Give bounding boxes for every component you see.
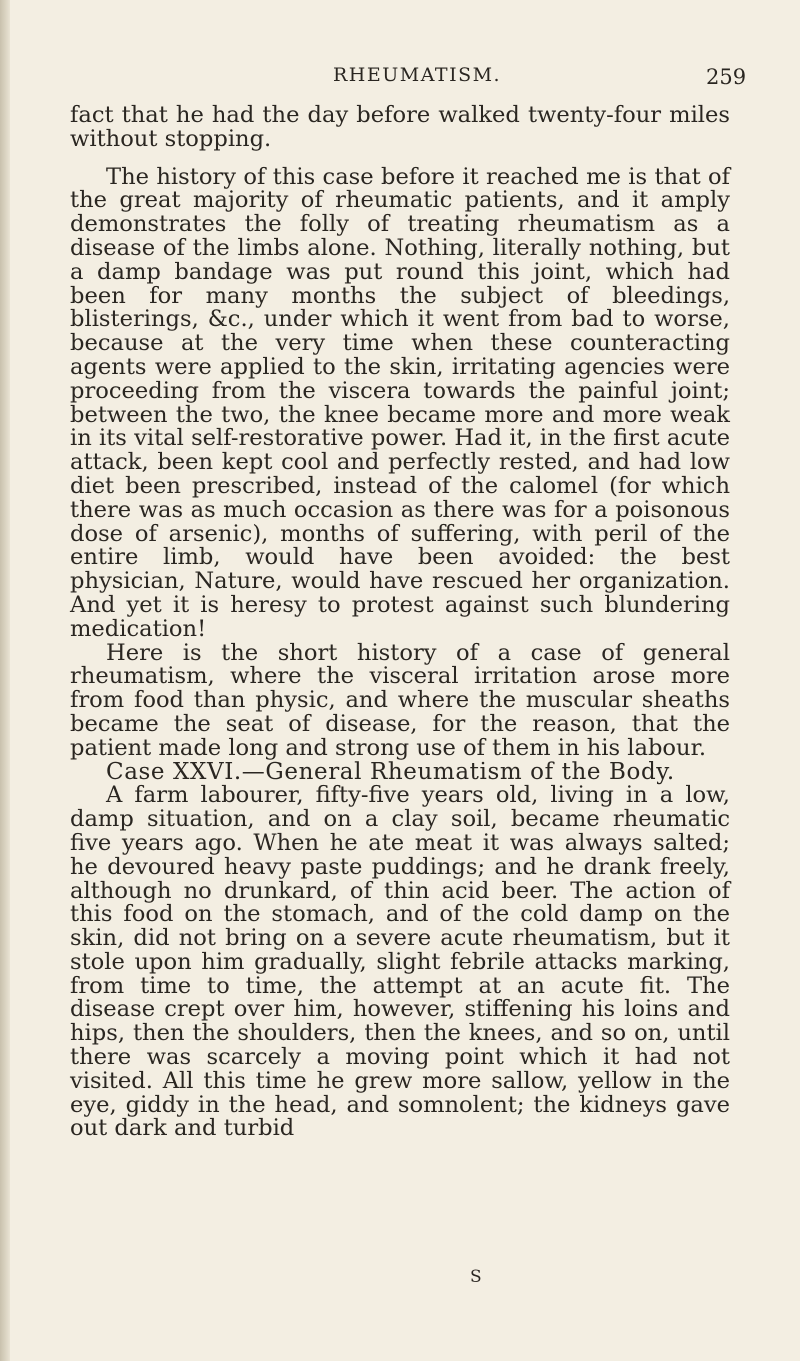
page-binding-edge	[0, 0, 10, 1361]
paragraph-continuation: fact that he had the day before walked twenty-four miles without stopping.	[70, 102, 730, 152]
case-heading: Case XXVI.—General Rheumatism of the Body.	[106, 758, 675, 785]
running-title: RHEUMATISM.	[333, 64, 502, 86]
paragraph-case-26: A farm labourer, fifty-five years old, living in a low, damp situation, and on a clay soil, became rheumatic five years ago. When he ate meat it was always salted; he devoured heavy paste puddings; and he drank freely, although no drunkard, of thin acid beer. The action of this food on the stomach, and of the cold damp on the skin, did not bring on a severe acute rheumatism, but it stole upon him gradually, slight febrile attacks marking, from time to time, the attempt at an acute fit. The disease crept over him, however, stiffening his loins and hips, then the shoulders, then the knees, and so on, until there was scarcely a moving point which it had not visited. All this time he grew more sallow, yellow in the eye, giddy in the head, and somnolent; the kidneys gave out dark and turbid	[70, 782, 730, 1142]
signature-mark: S	[470, 1267, 482, 1287]
page-header	[0, 64, 800, 94]
page-number: 259	[706, 65, 747, 89]
paragraph-case-history: The history of this case before it reached me is that of the great majority of rheumatic patients, and it amply demonstrates the folly of treating rheumatism as a disease of the limbs alone. Nothing, literally nothing, but a damp bandage was put round this joint, which had been for many months the subject of bleedings, blisterings, &c., under which it went from bad to worse, because at the very time when these counteracting agents were applied to the skin, irritating agencies were proceeding from the viscera towards the painful joint; between the two, the knee became more and more weak in its vital self-restorative power. Had it, in the first acute attack, been kept cool and perfectly rested, and had low diet been prescribed, instead of the calomel (for which there was as much occasion as there was for a poisonous dose of arsenic), months of suffering, with peril of the entire limb, would have been avoided: the best physician, Nature, would have rescued her organization. And yet it is heresy to protest against such blundering medication!	[70, 163, 730, 642]
paragraph-general-rheumatism: Here is the short history of a case of general rheumatism, where the visceral irritation arose more from food than physic, and where the muscular sheaths became the seat of disease, for the reason, that the patient made long and strong use of them in his labour.	[70, 639, 730, 761]
body-text	[70, 104, 730, 1141]
